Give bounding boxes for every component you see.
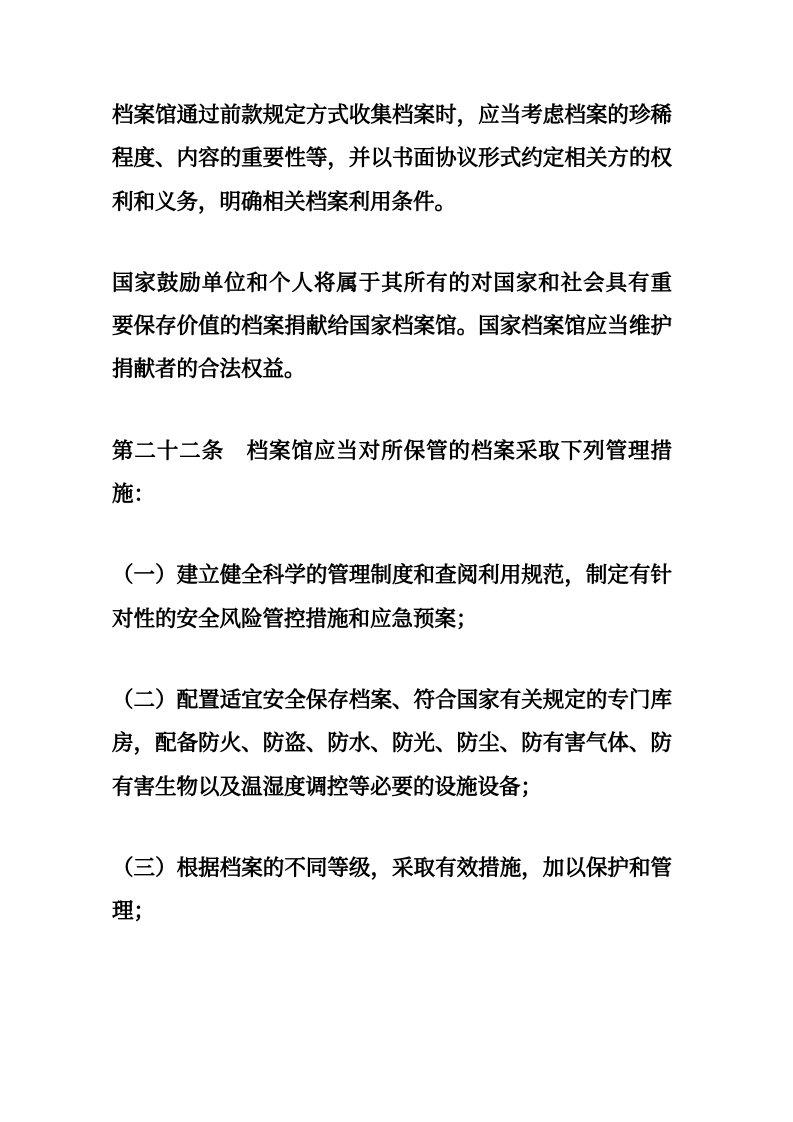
- paragraph-article-22-heading: [112, 430, 672, 517]
- text-line: 理；: [112, 899, 156, 924]
- paragraph-item-1: [112, 554, 672, 641]
- text-line: 对性的安全风险管控措施和应急预案；: [112, 606, 478, 631]
- text-line: （三）根据档案的不同等级，采取有效措施，加以保护和管: [112, 855, 672, 880]
- text-line: 房，配备防火、防盗、防水、防光、防尘、防有害气体、防: [112, 731, 672, 756]
- text-line: 利和义务，明确相关档案利用条件。: [112, 189, 457, 214]
- paragraph-donation-encouragement: [112, 262, 672, 392]
- paragraph-collection-agreement: [112, 94, 672, 224]
- text-line: 施：: [112, 482, 156, 507]
- text-line: 档案馆通过前款规定方式收集档案时，应当考虑档案的珍稀: [112, 103, 672, 127]
- text-line: （一）建立健全科学的管理制度和查阅利用规范，制定有针: [112, 563, 672, 588]
- text-line: 国家鼓励单位和个人将属于其所有的对国家和社会具有重: [112, 270, 672, 295]
- text-line: （二）配置适宜安全保存档案、符合国家有关规定的专门库: [112, 687, 672, 712]
- text-line: 第二十二条 档案馆应当对所保管的档案采取下列管理措: [112, 438, 672, 463]
- text-line: 要保存价值的档案捐献给国家档案馆。国家档案馆应当维护: [112, 314, 672, 339]
- paragraph-item-2: [112, 679, 672, 809]
- text-line: 有害生物以及温湿度调控等必要的设施设备；: [112, 774, 543, 799]
- text-line: 程度、内容的重要性等，并以书面协议形式约定相关方的权: [112, 146, 672, 171]
- paragraph-item-3: [112, 847, 672, 934]
- text-line: 捐献者的合法权益。: [112, 357, 306, 382]
